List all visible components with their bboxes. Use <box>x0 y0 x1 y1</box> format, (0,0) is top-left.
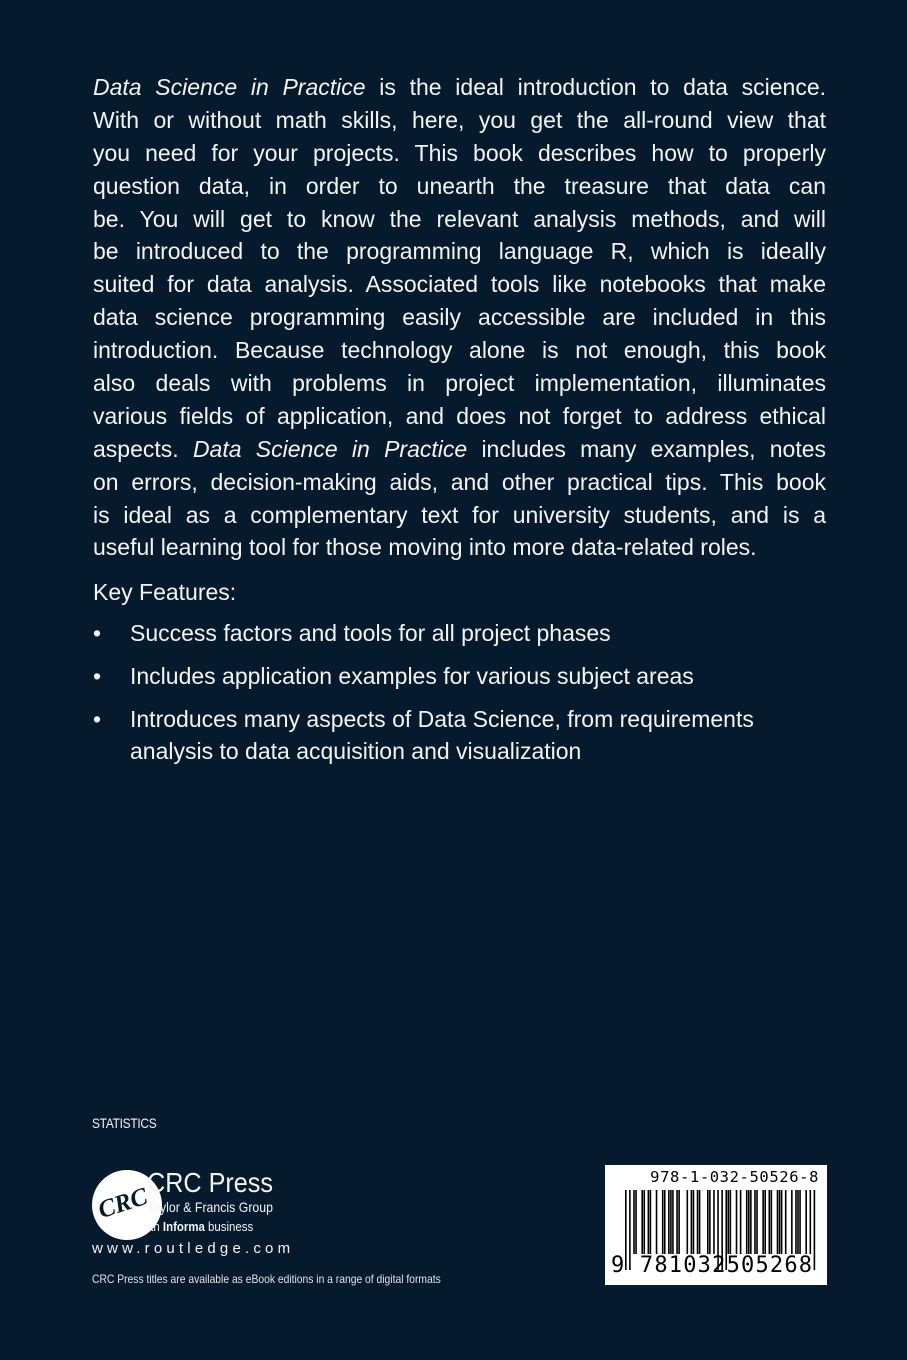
text-segment: aspects. <box>93 435 193 462</box>
barcode-bar <box>730 1190 732 1254</box>
description-line <box>93 235 826 268</box>
barcode-bar <box>668 1190 670 1254</box>
barcode-bar <box>643 1190 645 1254</box>
text-segment: is ideal as a complementary text for university students, and is a <box>93 501 826 528</box>
feature-text: Includes application examples for various subject areas <box>130 663 694 689</box>
barcode-bar <box>633 1190 635 1254</box>
description-line <box>93 531 826 564</box>
text-segment: be. You will get to know the relevant analysis methods, and will <box>93 205 826 232</box>
barcode-bar <box>728 1190 730 1254</box>
barcode-bar <box>740 1190 742 1254</box>
publisher-name: CRC Press <box>147 1167 274 1198</box>
informa-tagline <box>147 1219 253 1234</box>
barcode-bar <box>771 1190 773 1254</box>
text-segment: question data, in order to unearth the treasure that data can <box>93 172 826 199</box>
text-segment: With or without math skills, here, you get the all-round view that <box>93 106 826 133</box>
barcode-bar <box>769 1190 771 1254</box>
barcode-bar <box>709 1190 711 1254</box>
ean-number <box>611 1253 813 1278</box>
barcode-bar <box>781 1190 783 1254</box>
barcode-bar <box>672 1190 674 1254</box>
barcode-bar <box>764 1190 766 1254</box>
barcode-bar <box>697 1190 699 1254</box>
feature-text: Introduces many aspects of Data Science, from requirements <box>130 706 754 732</box>
barcode-bar <box>664 1190 666 1254</box>
barcode-bar <box>707 1190 709 1254</box>
isbn-text: 978-1-032-50526-8 <box>650 1168 819 1186</box>
description-line <box>93 170 826 203</box>
text-segment: on errors, decision-making aids, and other practical tips. This book <box>93 468 826 495</box>
description-paragraph <box>93 71 826 564</box>
category-label: STATISTICS <box>92 1115 157 1131</box>
barcode-bar <box>756 1190 758 1254</box>
barcode-bar <box>678 1190 680 1254</box>
bullet-icon: • <box>93 706 102 732</box>
barcode-bar <box>691 1190 693 1254</box>
barcode-bar <box>736 1190 738 1254</box>
barcode-bar <box>670 1190 672 1254</box>
text-segment: suited for data analysis. Associated tools like notebooks that make <box>93 271 826 298</box>
barcode-bar <box>795 1190 797 1254</box>
description-line <box>93 499 826 532</box>
barcode-bar <box>693 1190 695 1254</box>
barcode-bar <box>687 1190 689 1254</box>
barcode-bar <box>748 1190 750 1254</box>
text-segment: useful learning tool for those moving into more data-related roles. <box>93 534 757 561</box>
text-segment: be introduced to the programming language R, which is ideally <box>93 238 826 265</box>
barcode-bar <box>805 1190 807 1254</box>
barcode-bar <box>797 1190 799 1254</box>
description-line <box>93 71 826 104</box>
barcode-bar <box>635 1190 637 1254</box>
description-line <box>93 334 826 367</box>
description-line <box>93 203 826 236</box>
barcode-bar <box>641 1190 643 1254</box>
barcode-bar <box>676 1190 678 1254</box>
barcode-bar <box>656 1190 658 1254</box>
barcode-bar <box>713 1190 715 1254</box>
tagline-prefix: an <box>147 1219 163 1234</box>
feature-text: analysis to data acquisition and visualization <box>130 738 582 764</box>
barcode-bar <box>799 1190 801 1254</box>
text-segment: is the ideal introduction to data science. <box>365 74 826 100</box>
text-segment: also deals with problems in project implementation, illuminates <box>93 370 826 397</box>
barcode-bar <box>662 1190 664 1254</box>
barcode-bar <box>762 1190 764 1254</box>
description-line <box>93 466 826 499</box>
barcode-bar <box>750 1190 752 1254</box>
bullet-icon: • <box>93 620 102 646</box>
description-line <box>93 104 826 137</box>
barcode-bar <box>746 1190 748 1254</box>
text-segment: introduction. Because technology alone is not enough, this book <box>93 337 826 364</box>
bullet-icon: • <box>93 663 102 689</box>
book-title-italic: Data Science in Practice <box>192 435 468 462</box>
barcode-bar <box>650 1190 652 1254</box>
ebook-note: CRC Press titles are available as eBook editions in a range of digital formats <box>92 1272 441 1286</box>
barcode-bar <box>785 1190 787 1254</box>
website-link[interactable]: www.routledge.com <box>92 1240 295 1257</box>
feature-text: Success factors and tools for all project phases <box>130 620 611 646</box>
isbn-barcode <box>605 1165 827 1285</box>
barcode-bar <box>814 1190 816 1270</box>
logo-text: CRC <box>94 1182 151 1225</box>
barcode-bar <box>791 1190 793 1254</box>
barcode-bar <box>779 1190 781 1254</box>
description-line <box>93 433 826 466</box>
description-line <box>93 367 826 400</box>
text-segment: includes many examples, notes <box>467 435 826 462</box>
tagline-suffix: business <box>204 1219 254 1234</box>
ean-lead: 9 <box>611 1253 626 1278</box>
text-segment: various fields of application, and does not forget to address ethical <box>93 402 826 429</box>
barcode-bar <box>777 1190 779 1254</box>
description-line <box>93 137 826 170</box>
description-line <box>93 400 826 433</box>
ean-rest: 781032505268 <box>639 1253 814 1278</box>
tagline-informa: Informa <box>162 1219 205 1234</box>
publisher-group: Taylor & Francis Group <box>147 1199 273 1215</box>
description-line <box>93 268 826 301</box>
barcode-bar <box>810 1190 812 1254</box>
key-features-heading: Key Features: <box>93 579 237 605</box>
text-segment: you need for your projects. This book describes how to properly <box>93 139 826 166</box>
text-segment: data science programming easily accessible are included in this <box>93 304 826 331</box>
barcode-bar <box>754 1190 756 1254</box>
description-line <box>93 301 826 334</box>
barcode-bar <box>699 1190 701 1254</box>
book-title-italic: Data Science in Practice <box>93 74 366 100</box>
barcode-bar <box>648 1190 650 1254</box>
